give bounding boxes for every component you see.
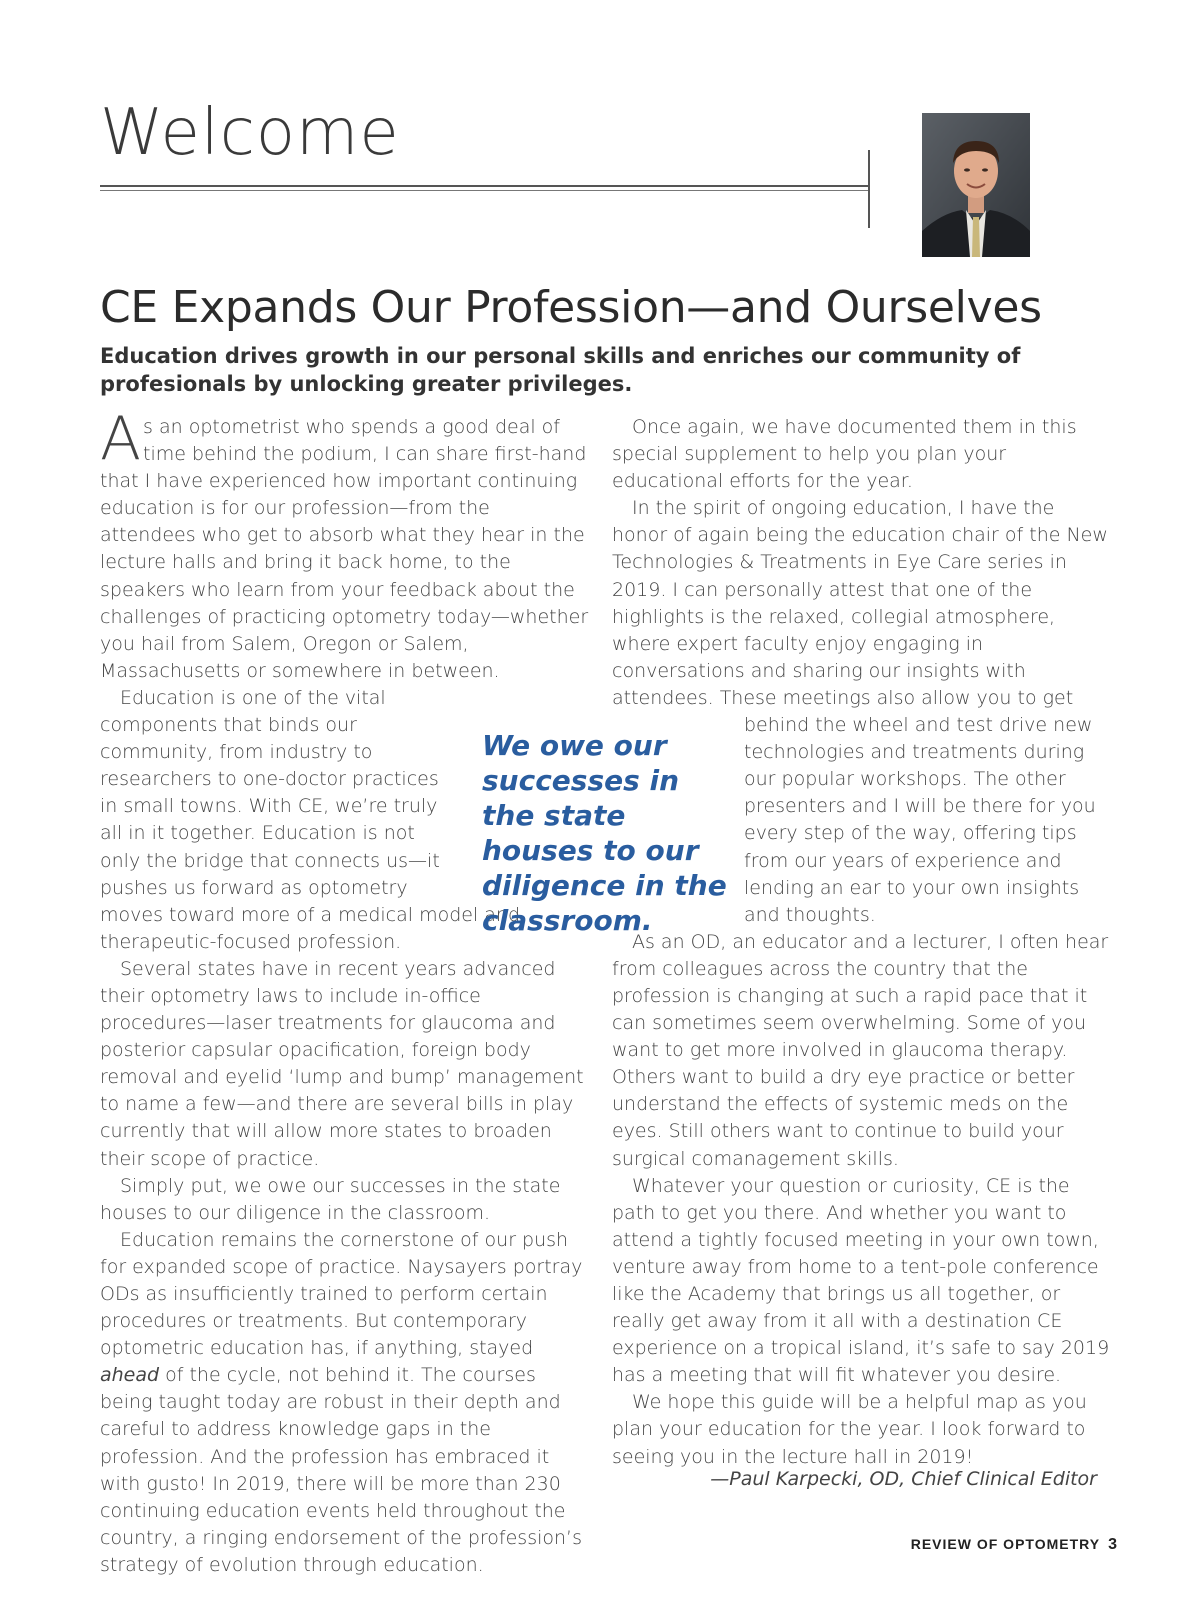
paragraph-text: Education is one of the vital components that binds our community, from industry to researchers to one-doctor practices in small towns. With CE, we’re truly all in it together. Education is not only the bridge that connects us—it pushes us forward as optometry moves toward more of a medical model and therapeutic-focused profession. bbox=[100, 686, 521, 953]
footer-publication: REVIEW OF OPTOMETRY bbox=[910, 1536, 1101, 1552]
dropcap: A bbox=[100, 404, 142, 474]
paragraph: Once again, we have documented them in this special supplement to help you plan your educational efforts for the year. bbox=[612, 416, 1077, 493]
paragraph: We hope this guide will be a helpful map as you plan your education for the year. I look forward to seeing you in the lecture hall in 2019! bbox=[612, 1391, 1087, 1468]
paragraph: Simply put, we owe our successes in the state houses to our diligence in the classroom. bbox=[100, 1174, 561, 1224]
author-signature: —Paul Karpecki, OD, Chief Clinical Editor bbox=[710, 1468, 1097, 1490]
article-headline: CE Expands Our Profession—and Ourselves bbox=[100, 282, 1042, 333]
paragraph-text: In the spirit of ongoing education, I have the honor of again being the education chair of the New Technologies & Treatments in Eye Care series in 2019. I can personally attest that one of the highlights is the relaxed, collegial atmosphere, where expert faculty enjoy engaging in conversations and sharing our insights with attendees. These meetings also allow you to get behind the wheel and test drive new technologies and treatments during our popular workshops. The other presenters and I will be there for you every step of the way, offering tips from our years of experience and lending an ear to your own insights and thoughts. bbox=[612, 497, 1108, 926]
author-photo bbox=[922, 113, 1030, 257]
header-rule-thin bbox=[100, 190, 870, 191]
pull-quote: We owe our successes in the state houses to our diligence in the classroom. bbox=[482, 729, 727, 937]
paragraph bbox=[100, 404, 590, 685]
paragraph-text: s an optometrist who spends a good deal of time behind the podium, I can share first-hand that I have experienced how important continuing education is for our profession—from the attendees who get to absorb what they hear in the lecture halls and bring it back home, to the speakers who learn from your feedback about the challenges of practicing optometry today—whether you hail from Salem, Oregon or Salem, Massachusetts or somewhere in between. bbox=[100, 416, 589, 682]
header-rule bbox=[100, 185, 870, 187]
header-rule-vertical bbox=[868, 150, 870, 228]
paragraph: As an OD, an educator and a lecturer, I often hear from colleagues across the country that the profession is changing at such a rapid pace that it can sometimes seem overwhelming. Some of you want to get more involved in glaucoma therapy. Others want to build a dry eye practice or better understand the effects of systemic meds on the eyes. Still others want to continue to build your surgical comanagement skills. bbox=[612, 930, 1109, 1170]
portrait-image bbox=[922, 113, 1030, 257]
paragraph: Whatever your question or curiosity, CE is the path to get you there. And whether you want to attend a tightly focused meeting in your own town, venture away from home to a tent-pole conference like the Academy that brings us all together, or really get away from it all with a destination CE experience on a tropical island, it’s safe to say 2019 has a meeting that will fit whatever you desire. bbox=[612, 1174, 1110, 1387]
article-deck: Education drives growth in our personal skills and enriches our community of profesionals by unlocking greater privileges. bbox=[100, 344, 1021, 396]
section-title: Welcome bbox=[100, 96, 400, 170]
page-number: 3 bbox=[1108, 1536, 1118, 1553]
body-column-left bbox=[100, 404, 590, 1579]
paragraph: Several states have in recent years advanced their optometry laws to include in-office procedures—laser treatments for glaucoma and posterior capsular opacification, foreign body removal and eyelid ‘lump and bump’ management to name a few—and there are several bills in play currently that will allow more states to broaden their scope of practice. bbox=[100, 957, 584, 1170]
body-column-right bbox=[612, 414, 1112, 1471]
paragraph: Education remains the cornerstone of our push for expanded scope of practice. Naysayers portray ODs as insufficiently trained to perform certain procedures or treatments. But contemporary optometric education has, if anything, stayed ahead of the cycle, not behind it. The courses being taught today are robust in their depth and careful to address knowledge gaps in the profession. And the profession has embraced it with gusto! In 2019, there will be more than 230 continuing education events held throughout the country, a ringing endorsement of the profession’s strategy of evolution through education. bbox=[100, 1228, 583, 1576]
page-footer bbox=[911, 1536, 1118, 1554]
